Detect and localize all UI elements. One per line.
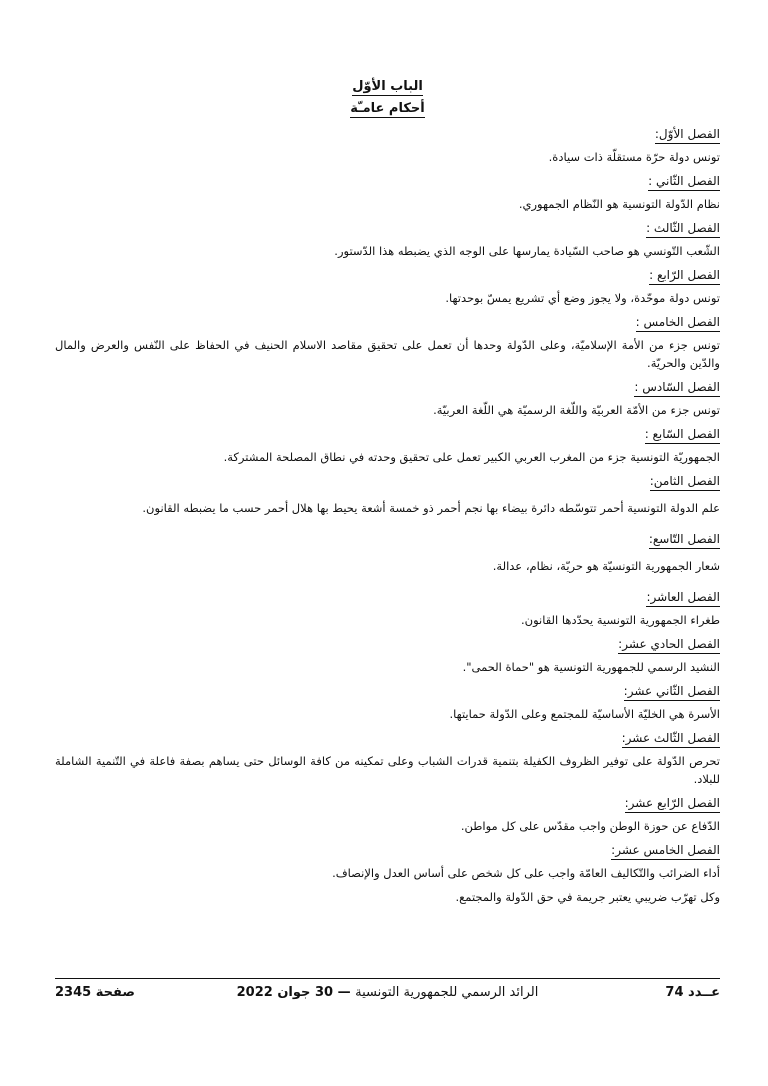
- document-page: [55, 0, 720, 1086]
- article-body: [55, 705, 720, 723]
- article-paragraph: أداء الضرائب والتّكاليف العامّة واجب على كل شخص على أساس العدل والإنصاف.: [332, 866, 720, 880]
- article-paragraph: الدّفاع عن حوزة الوطن واجب مقدّس على كل مواطن.: [460, 819, 720, 833]
- article-heading-text: الفصل الثامن:: [650, 474, 720, 491]
- article: [55, 683, 720, 723]
- article-paragraph: نظام الدّولة التونسية هو النّظام الجمهوري.: [518, 197, 720, 211]
- article-paragraph: تونس دولة حرّة مستقلّة ذات سيادة.: [548, 150, 720, 164]
- article: [55, 314, 720, 372]
- chapter-subtitle: [55, 98, 720, 120]
- footer-issue: عــدد 74: [665, 985, 720, 1000]
- article: [55, 173, 720, 213]
- articles-list: [55, 126, 720, 913]
- article-heading-text: الفصل الرّابع :: [649, 268, 720, 285]
- article: [55, 426, 720, 466]
- article-heading-text: الفصل الثّالث :: [646, 221, 720, 238]
- article: [55, 126, 720, 166]
- article-heading: [55, 379, 720, 395]
- article-heading: [55, 473, 720, 489]
- article-paragraph: الجمهوريّة التونسية جزء من المغرب العربي الكبير تعمل على تحقيق وحدته في نطاق المصلحة المشتركة.: [223, 450, 720, 464]
- article: [55, 220, 720, 260]
- article-heading: [55, 126, 720, 142]
- article-body: [55, 499, 720, 517]
- article-paragraph: الأسرة هي الخليّة الأساسيّة للمجتمع وعلى الدّولة حمايتها.: [449, 707, 720, 721]
- article-heading: [55, 730, 720, 746]
- footer-page-number: صفحة 2345: [55, 985, 135, 1000]
- article-body: [55, 658, 720, 676]
- article-body: [55, 242, 720, 260]
- article-body: [55, 336, 720, 372]
- article-heading-text: الفصل الخامس عشر:: [611, 843, 720, 860]
- article-body: [55, 557, 720, 575]
- article: [55, 795, 720, 835]
- footer-separator: —: [337, 985, 351, 1000]
- article-body: [55, 817, 720, 835]
- article-heading: [55, 842, 720, 858]
- article-paragraph: النشيد الرسمي للجمهورية التونسية هو "حماة الحمى".: [462, 660, 720, 674]
- article: [55, 531, 720, 575]
- article-body: [55, 752, 720, 788]
- article-heading-text: الفصل الرّابع عشر:: [625, 796, 720, 813]
- article: [55, 589, 720, 629]
- article-heading: [55, 220, 720, 236]
- article-heading-text: الفصل العاشر:: [646, 590, 720, 607]
- article-paragraph: شعار الجمهورية التونسيّة هو حريّة، نظام، عدالة.: [492, 559, 720, 573]
- article-heading-text: الفصل التّاسع:: [649, 532, 720, 549]
- article-body: [55, 448, 720, 466]
- chapter-title: [55, 76, 720, 98]
- footer-journal: [55, 985, 720, 1000]
- footer-journal-name: الرائد الرسمي للجمهورية التونسية: [355, 985, 539, 1000]
- article-heading-text: الفصل الحادي عشر:: [618, 637, 720, 654]
- article-heading-text: الفصل السّابع :: [645, 427, 720, 444]
- article: [55, 473, 720, 517]
- article-heading: [55, 795, 720, 811]
- article-paragraph: تونس جزء من الأمة الإسلاميّة، وعلى الدّولة وحدها أن تعمل على تحقيق مقاصد الاسلام الحنيف في الحفاظ على النّفس والعرض والمال والدّين والحريّة.: [55, 338, 720, 370]
- chapter-subtitle-text: أحكام عامـّة: [350, 101, 425, 116]
- chapter-title-text: الباب الأوّل: [352, 79, 423, 94]
- article: [55, 842, 720, 906]
- article-paragraph: تونس دولة موحّدة، ولا يجوز وضع أي تشريع يمسّ بوحدتها.: [445, 291, 720, 305]
- article-heading: [55, 426, 720, 442]
- article-heading: [55, 636, 720, 652]
- article-paragraph: وكل تهرّب ضريبي يعتبر جريمة في حق الدّولة والمجتمع.: [455, 890, 720, 904]
- article-heading-text: الفصل الثّاني عشر:: [624, 684, 720, 701]
- article-body: [55, 148, 720, 166]
- article-body: [55, 611, 720, 629]
- article-heading-text: الفصل الثّاني :: [648, 174, 720, 191]
- article-heading: [55, 267, 720, 283]
- chapter-titles: [55, 76, 720, 120]
- article-body: [55, 401, 720, 419]
- article-paragraph: تونس جزء من الأمّة العربيّة واللّغة الرسميّة هي اللّغة العربيّة.: [433, 403, 720, 417]
- article: [55, 730, 720, 788]
- page-footer: [55, 978, 720, 1009]
- article-heading-text: الفصل السّادس :: [634, 380, 720, 397]
- article-heading: [55, 531, 720, 547]
- article: [55, 267, 720, 307]
- article-paragraph: تحرص الدّولة على توفير الظروف الكفيلة بتنمية قدرات الشباب وعلى تمكينه من كافة الوسائل حتى يساهم بصفة فاعلة في التّنمية الشاملة للبلاد.: [55, 754, 720, 786]
- article: [55, 379, 720, 419]
- article-paragraph: طغراء الجمهورية التونسية يحدّدها القانون.: [520, 613, 720, 627]
- article: [55, 636, 720, 676]
- footer-date: 30 جوان 2022: [236, 985, 334, 1000]
- article-body: [55, 195, 720, 213]
- article-heading: [55, 589, 720, 605]
- article-body: [55, 289, 720, 307]
- article-heading-text: الفصل الخامس :: [636, 315, 720, 332]
- article-heading-text: الفصل الأوّل:: [655, 127, 720, 144]
- article-heading-text: الفصل الثّالث عشر:: [622, 731, 720, 748]
- article-paragraph: الشّعب التّونسي هو صاحب السّيادة يمارسها على الوجه الذي يضبطه هذا الدّستور.: [334, 244, 720, 258]
- article-paragraph: علم الدولة التونسية أحمر تتوسّطه دائرة بيضاء بها نجم أحمر ذو خمسة أشعة يحيط بها هلال أحمر حسب ما يضبطه القانون.: [142, 501, 720, 515]
- article-heading: [55, 683, 720, 699]
- article-heading: [55, 173, 720, 189]
- article-body: [55, 864, 720, 906]
- article-heading: [55, 314, 720, 330]
